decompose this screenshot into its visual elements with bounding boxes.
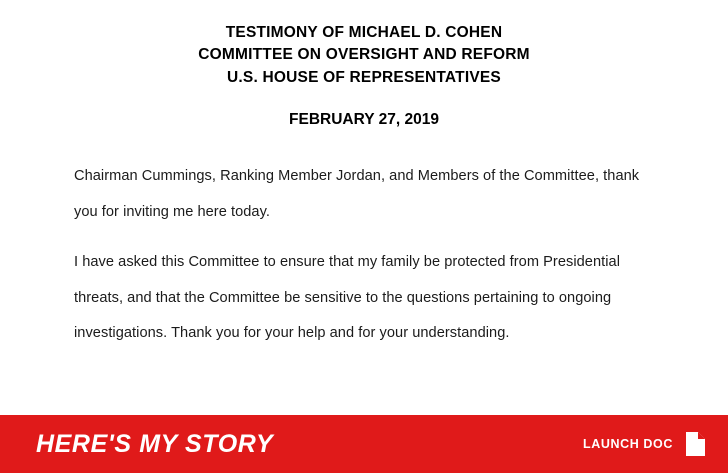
heading-line-2: COMMITTEE ON OVERSIGHT AND REFORM xyxy=(198,46,530,64)
document-body xyxy=(74,159,654,352)
footer-bar xyxy=(0,415,728,473)
document-date: FEBRUARY 27, 2019 xyxy=(289,111,439,129)
heading-line-1: TESTIMONY OF MICHAEL D. COHEN xyxy=(225,24,503,41)
paragraph-2: I have asked this Committee to ensure that my family be protected from Presidential threats, and that the Committee be sensitive to the questions pertaining to ongoing investigations. Thank you for your help and for your understanding. xyxy=(74,253,620,342)
document-heading xyxy=(74,22,654,89)
footer-title: HERE'S MY STORY xyxy=(36,429,274,458)
launch-doc-label: LAUNCH DOC xyxy=(582,437,673,451)
document-icon[interactable] xyxy=(685,431,706,457)
launch-doc-button[interactable] xyxy=(583,431,706,457)
paragraph-1: Chairman Cummings, Ranking Member Jordan, and Members of the Committee, thank you for inviting me here today. xyxy=(74,168,640,221)
heading-line-3: U.S. HOUSE OF REPRESENTATIVES xyxy=(227,68,501,86)
